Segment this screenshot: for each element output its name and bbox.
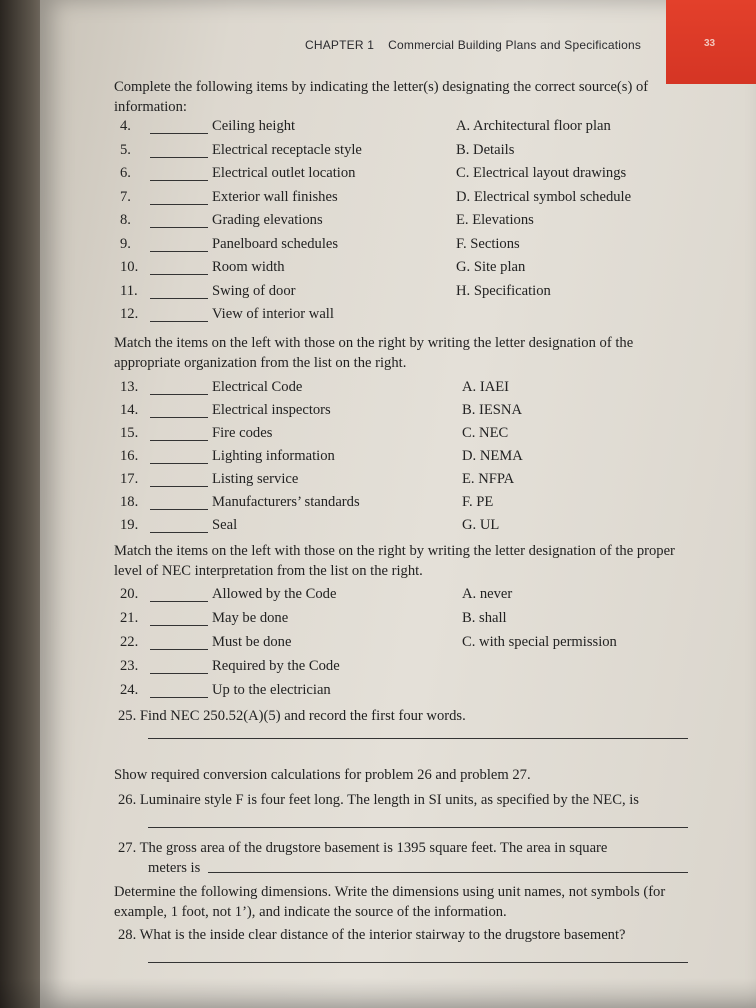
item-label: May be done: [212, 610, 289, 626]
answer-option: H. Specification: [456, 282, 551, 299]
item-number: 24.: [120, 682, 139, 698]
item-number: 10.: [120, 259, 139, 275]
answer-blank[interactable]: [150, 463, 208, 464]
question-26: 26. Luminaire style F is four feet long. The length in SI units, as specified by the NEC, is: [118, 792, 639, 808]
answer-option: G. UL: [462, 517, 500, 533]
question-27-cont: meters is: [148, 860, 201, 876]
item-number: 18.: [120, 494, 139, 510]
question-27: 27. The gross area of the drugstore basement is 1395 square feet. The area in square: [118, 840, 608, 856]
answer-option: C. NEC: [462, 425, 509, 441]
answer-line-28[interactable]: [148, 962, 688, 963]
answer-option: F. Sections: [456, 235, 520, 252]
answer-blank[interactable]: [150, 509, 208, 510]
answer-blank[interactable]: [150, 180, 208, 181]
answer-option: B. IESNA: [462, 402, 522, 418]
question-row: [114, 212, 694, 234]
question-row: [114, 283, 694, 305]
answer-option: E. NFPA: [462, 471, 515, 487]
answer-blank[interactable]: [150, 532, 208, 533]
answer-blank[interactable]: [150, 227, 208, 228]
item-label: Exterior wall finishes: [212, 188, 338, 205]
section5-instruction: Determine the following dimensions. Write the dimensions using unit names, not symbols (for example, 1 foot, not 1’), and indicate the source of the information.: [114, 884, 666, 920]
item-label: Grading elevations: [212, 212, 323, 228]
question-row: [114, 259, 694, 281]
answer-blank[interactable]: [150, 274, 208, 275]
item-label: Must be done: [212, 634, 292, 650]
item-number: 16.: [120, 448, 139, 464]
item-label: Required by the Code: [212, 658, 340, 674]
question-row: [114, 517, 694, 539]
question-row: [114, 379, 694, 401]
question-row: [114, 586, 694, 608]
answer-line-27[interactable]: [208, 872, 688, 873]
item-number: 23.: [120, 658, 139, 674]
question-row: [114, 425, 694, 447]
item-number: 11.: [120, 282, 138, 299]
answer-option: A. never: [462, 586, 513, 602]
section2-instruction: Match the items on the left with those on the right by writing the letter designation of the appropriate organization from the list on the right.: [114, 335, 634, 371]
answer-blank[interactable]: [150, 394, 208, 395]
running-header: [305, 38, 641, 52]
answer-option: G. Site plan: [456, 259, 526, 275]
question-28: 28. What is the inside clear distance of the interior stairway to the drugstore basement?: [118, 927, 626, 943]
answer-blank[interactable]: [150, 625, 208, 626]
item-label: Fire codes: [212, 425, 273, 441]
item-label: Seal: [212, 517, 238, 533]
question-row: [114, 682, 694, 704]
answer-blank[interactable]: [150, 157, 208, 158]
item-label: Ceiling height: [212, 118, 296, 134]
question-row: [114, 402, 694, 424]
question-row: [114, 118, 694, 140]
item-number: 15.: [120, 425, 139, 441]
question-row: [114, 471, 694, 493]
item-number: 7.: [120, 188, 131, 205]
item-label: Lighting information: [212, 448, 335, 464]
question-row: [114, 306, 694, 328]
answer-option: A. IAEI: [462, 379, 510, 395]
item-label: Allowed by the Code: [212, 586, 337, 602]
item-label: Room width: [212, 259, 285, 275]
answer-blank[interactable]: [150, 321, 208, 322]
chapter-label: CHAPTER 1: [305, 38, 375, 52]
answer-blank[interactable]: [150, 601, 208, 602]
answer-line-25[interactable]: [148, 738, 688, 739]
item-number: 17.: [120, 471, 139, 487]
question-row: [114, 165, 694, 187]
chapter-title: Commercial Building Plans and Specifications: [388, 38, 642, 52]
item-number: 20.: [120, 586, 139, 602]
answer-option: B. shall: [462, 610, 507, 626]
item-number: 9.: [120, 235, 131, 252]
item-number: 21.: [120, 610, 139, 626]
answer-option: C. with special permission: [462, 634, 617, 650]
bottom-shadow: [0, 978, 756, 1008]
item-number: 12.: [120, 306, 139, 322]
answer-blank[interactable]: [150, 649, 208, 650]
section4-instruction: Show required conversion calculations for problem 26 and problem 27.: [114, 767, 531, 783]
answer-option: B. Details: [456, 141, 515, 158]
answer-blank[interactable]: [150, 251, 208, 252]
question-row: [114, 142, 694, 164]
item-number: 14.: [120, 402, 139, 418]
answer-blank[interactable]: [150, 133, 208, 134]
question-row: [114, 448, 694, 470]
question-row: [114, 658, 694, 680]
answer-blank[interactable]: [150, 673, 208, 674]
item-label: Panelboard schedules: [212, 235, 339, 252]
answer-blank[interactable]: [150, 440, 208, 441]
item-number: 8.: [120, 212, 131, 228]
item-number: 13.: [120, 379, 139, 395]
answer-option: E. Elevations: [456, 212, 534, 228]
item-label: Listing service: [212, 471, 299, 487]
item-label: Manufacturers’ standards: [212, 494, 360, 510]
answer-option: D. Electrical symbol schedule: [456, 188, 632, 205]
section3-instruction: Match the items on the left with those on the right by writing the letter designation of the proper level of NEC interpretation from the list on the right.: [114, 543, 675, 579]
answer-blank[interactable]: [150, 204, 208, 205]
item-number: 4.: [120, 118, 131, 134]
item-number: 5.: [120, 141, 131, 158]
answer-blank[interactable]: [150, 486, 208, 487]
answer-blank[interactable]: [150, 697, 208, 698]
item-label: Electrical inspectors: [212, 402, 331, 418]
section1-instruction: Complete the following items by indicating the letter(s) designating the correct source(s) of information:: [114, 79, 649, 115]
answer-option: F. PE: [462, 494, 494, 510]
item-label: View of interior wall: [212, 306, 334, 322]
answer-blank[interactable]: [150, 417, 208, 418]
item-number: 22.: [120, 634, 139, 650]
question-row: [114, 634, 694, 656]
question-row: [114, 494, 694, 516]
answer-option: A. Architectural floor plan: [456, 118, 611, 134]
item-number: 6.: [120, 165, 131, 181]
question-25: 25. Find NEC 250.52(A)(5) and record the first four words.: [118, 708, 466, 724]
item-label: Electrical Code: [212, 379, 303, 395]
question-row: [114, 236, 694, 258]
item-number: 19.: [120, 517, 139, 533]
item-label: Up to the electrician: [212, 682, 331, 698]
question-row: [114, 610, 694, 632]
answer-line-26[interactable]: [148, 827, 688, 828]
page-number: 33: [704, 38, 716, 49]
question-row: [114, 189, 694, 211]
item-label: Swing of door: [212, 282, 296, 299]
item-label: Electrical receptacle style: [212, 141, 362, 158]
item-label: Electrical outlet location: [212, 165, 356, 181]
answer-blank[interactable]: [150, 298, 208, 299]
answer-option: D. NEMA: [462, 448, 523, 464]
answer-option: C. Electrical layout drawings: [456, 165, 627, 181]
